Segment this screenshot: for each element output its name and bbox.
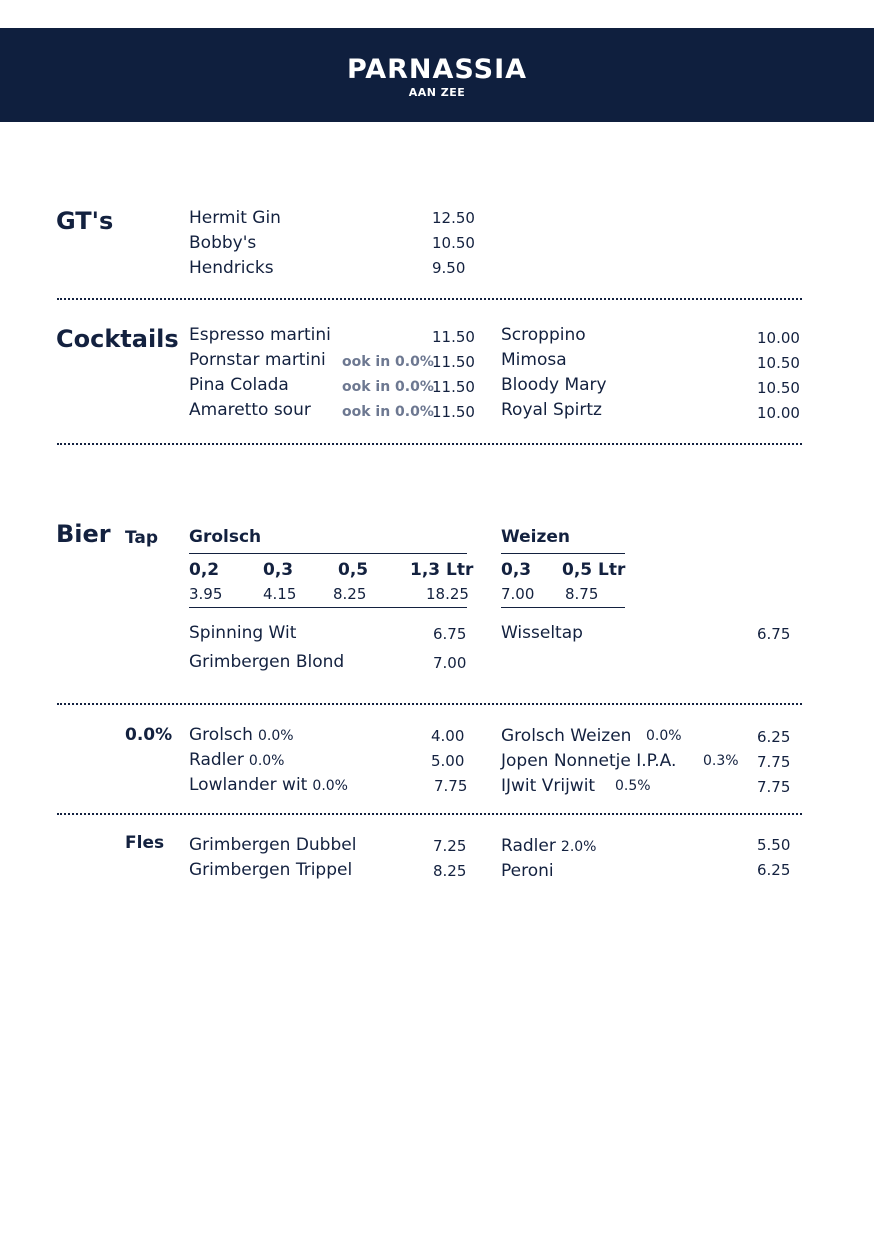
- menu-item-price: 11.50: [432, 328, 475, 346]
- menu-item-name: Bloody Mary: [501, 375, 607, 395]
- section-title-cocktails: Cocktails: [56, 325, 179, 353]
- menu-item-name: Hendricks: [189, 258, 274, 278]
- menu-item-name: Grimbergen Blond: [189, 652, 345, 672]
- size-label: 0,3: [263, 560, 294, 580]
- menu-item-price: 8.25: [433, 862, 467, 880]
- menu-item-abv: 0.3%: [703, 753, 739, 769]
- size-price: 18.25: [426, 585, 469, 603]
- size-label: 0,5 Ltr: [562, 560, 626, 580]
- size-price: 8.25: [333, 585, 367, 603]
- menu-item-price: 10.50: [432, 234, 475, 252]
- menu-item-name: Hermit Gin: [189, 208, 281, 228]
- menu-item-price: 11.50: [432, 353, 475, 371]
- header-bar: [0, 28, 874, 122]
- brand-subtitle: AAN ZEE: [408, 86, 466, 99]
- menu-item-note: ook in 0.0%: [342, 379, 434, 395]
- tap-table-title-grolsch: Grolsch: [189, 527, 262, 547]
- menu-item-price: 11.50: [432, 378, 475, 396]
- table-rule: [501, 607, 625, 608]
- menu-item-price: 6.75: [757, 625, 791, 643]
- menu-item-abv: 0.5%: [615, 778, 651, 794]
- menu-item-price: 10.00: [757, 404, 800, 422]
- menu-item-name: Jopen Nonnetje I.P.A.: [501, 751, 677, 771]
- menu-item-abv: 0.0%: [258, 728, 294, 744]
- menu-item: [189, 725, 294, 745]
- subsection-label-fles: Fles: [125, 833, 165, 853]
- tap-table-title-weizen: Weizen: [501, 527, 571, 547]
- menu-item-note: ook in 0.0%: [342, 404, 434, 420]
- section-title-bier: Bier: [56, 520, 111, 548]
- table-rule: [501, 553, 625, 554]
- menu-item-name: Grolsch: [189, 725, 253, 745]
- size-price: 3.95: [189, 585, 223, 603]
- menu-item-price: 7.75: [757, 778, 791, 796]
- menu-item-price: 7.75: [434, 777, 468, 795]
- menu-item-price: 7.00: [433, 654, 467, 672]
- menu-item-price: 10.50: [757, 379, 800, 397]
- menu-item-name: Lowlander wit: [189, 775, 308, 795]
- menu-item-price: 11.50: [432, 403, 475, 421]
- menu-item-name: Pina Colada: [189, 375, 289, 395]
- menu-item-name: Grimbergen Trippel: [189, 860, 353, 880]
- size-label: 0,2: [189, 560, 220, 580]
- menu-item-name: Espresso martini: [189, 325, 331, 345]
- menu-item-price: 12.50: [432, 209, 475, 227]
- section-title-gts: GT's: [56, 207, 114, 235]
- size-label: 1,3 Ltr: [410, 560, 474, 580]
- menu-item-price: 10.00: [757, 329, 800, 347]
- subsection-label-tap: Tap: [125, 528, 159, 548]
- menu-item-abv: 0.0%: [312, 778, 348, 794]
- menu-item-name: Radler: [189, 750, 244, 770]
- menu-item-name: Bobby's: [189, 233, 257, 253]
- size-price: 8.75: [565, 585, 599, 603]
- menu-item-name: Grimbergen Dubbel: [189, 835, 357, 855]
- menu-item-note: ook in 0.0%: [342, 354, 434, 370]
- menu-item-price: 5.00: [431, 752, 465, 770]
- menu-item-name: Royal Spirtz: [501, 400, 602, 420]
- menu-item-name: Mimosa: [501, 350, 567, 370]
- menu-item-price: 9.50: [432, 259, 466, 277]
- dotted-divider: [57, 443, 802, 445]
- menu-item: [189, 775, 348, 795]
- size-label: 0,3: [501, 560, 532, 580]
- dotted-divider: [57, 813, 802, 815]
- size-price: 4.15: [263, 585, 297, 603]
- menu-item: [501, 836, 597, 856]
- menu-item-price: 7.25: [433, 837, 467, 855]
- brand-logo: PARNASSIA: [346, 54, 528, 85]
- table-rule: [189, 607, 467, 608]
- menu-item-name: Grolsch Weizen: [501, 726, 632, 746]
- menu-item-name: Scroppino: [501, 325, 586, 345]
- size-label: 0,5: [338, 560, 369, 580]
- menu-item-name: Amaretto sour: [189, 400, 311, 420]
- dotted-divider: [57, 298, 802, 300]
- menu-item-name: Pornstar martini: [189, 350, 326, 370]
- menu-item-name: Peroni: [501, 861, 554, 881]
- menu-item-price: 10.50: [757, 354, 800, 372]
- menu-item-price: 7.75: [757, 753, 791, 771]
- menu-item-name: Wisseltap: [501, 623, 583, 643]
- dotted-divider: [57, 703, 802, 705]
- menu-item-name: Spinning Wit: [189, 623, 297, 643]
- menu-item-price: 6.25: [757, 728, 791, 746]
- menu-item: [189, 750, 285, 770]
- menu-item-name: IJwit Vrijwit: [501, 776, 596, 796]
- menu-item-price: 6.75: [433, 625, 467, 643]
- menu-item-abv: 0.0%: [248, 753, 285, 769]
- menu-item-price: 4.00: [431, 727, 465, 745]
- menu-item-name: Radler: [501, 836, 556, 856]
- size-price: 7.00: [501, 585, 535, 603]
- menu-item-abv: 0.0%: [646, 728, 682, 744]
- menu-item-price: 5.50: [757, 836, 791, 854]
- table-rule: [189, 553, 467, 554]
- subsection-label-zero: 0.0%: [125, 725, 173, 745]
- menu-item-price: 6.25: [757, 861, 791, 879]
- menu-item-abv: 2.0%: [560, 839, 597, 855]
